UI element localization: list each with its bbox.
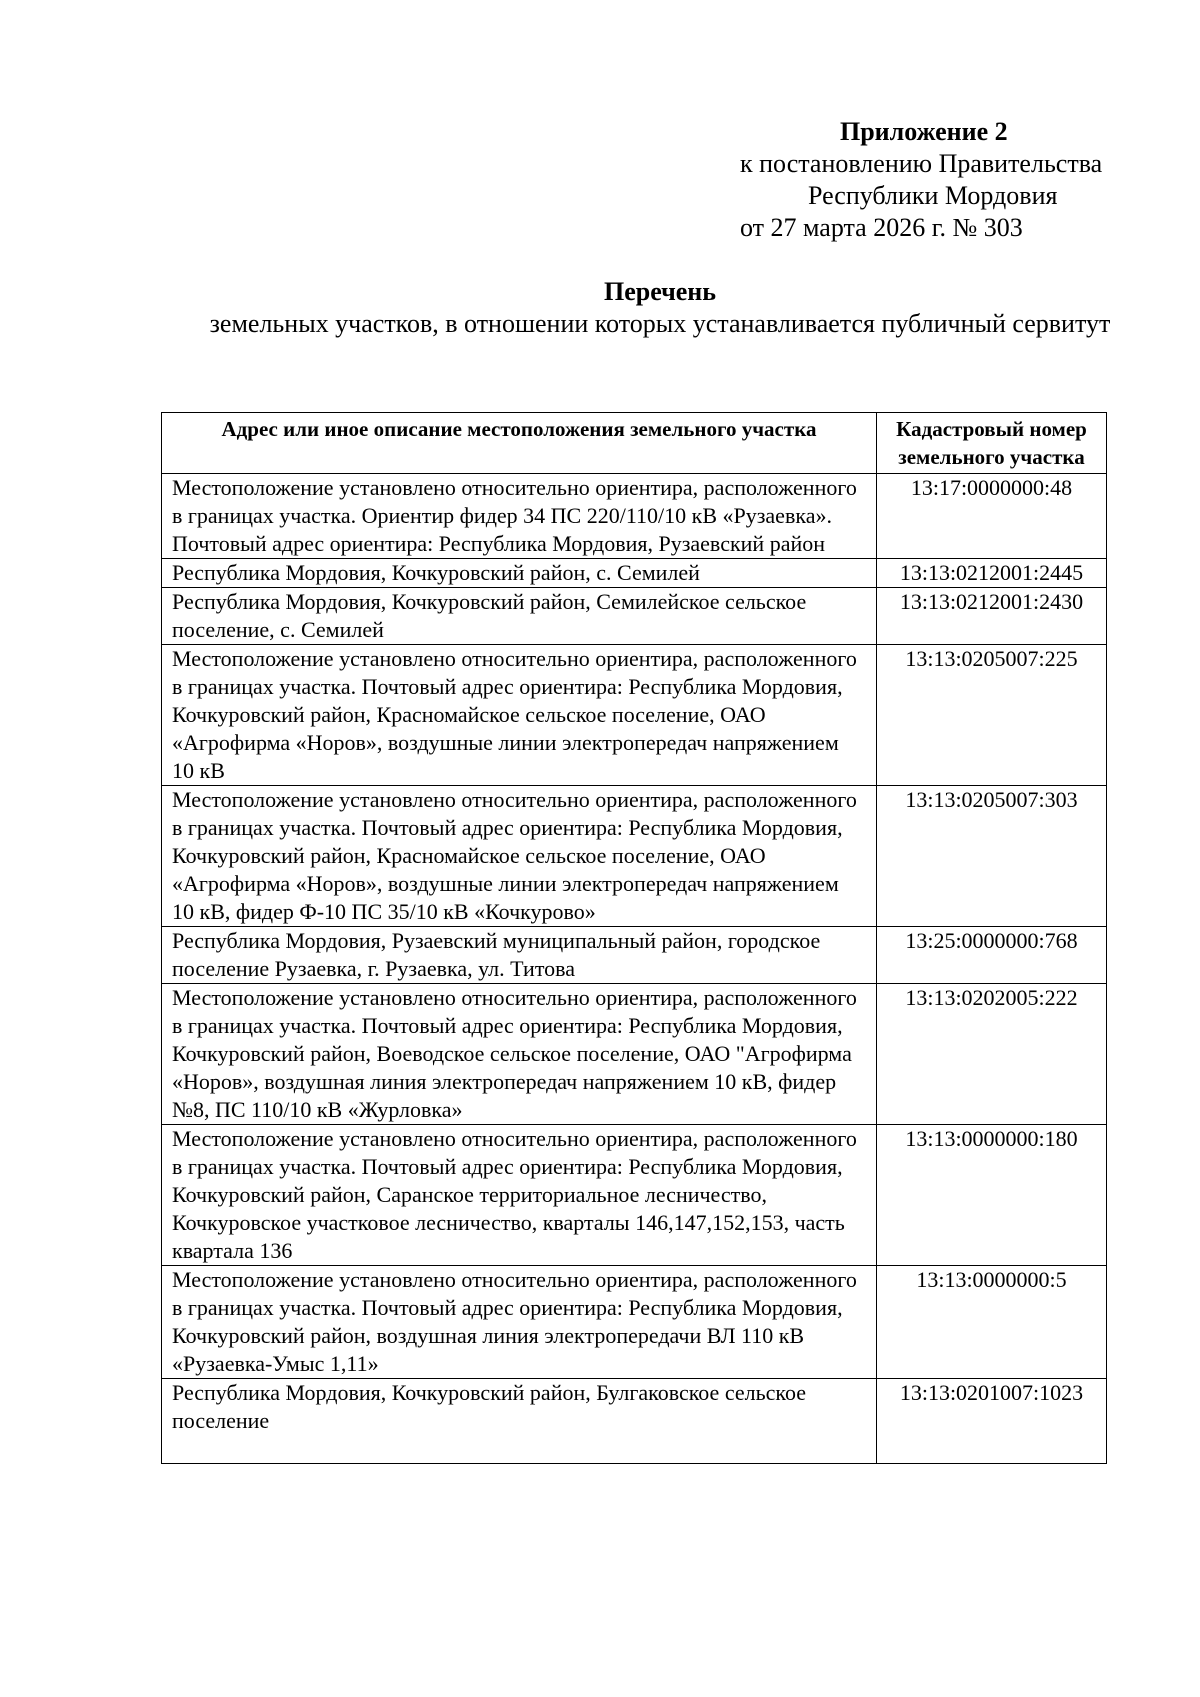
appendix-line-1: к постановлению Правительства bbox=[740, 149, 1103, 178]
table-row bbox=[162, 474, 1107, 559]
cell-address: Местоположение установлено относительно ориентира, расположенного в границах участка. Почтовый адрес ориентира: Республика Мордовия, Кочкуровский район, Воеводское сельское поселение, ОАО "Агрофирма «Норов», воздушная линия электропередач напряжением 10 кВ, фидер №8, ПС 110/10 кВ «Журловка» bbox=[162, 984, 877, 1125]
cell-address: Республика Мордовия, Кочкуровский район, с. Семилей bbox=[162, 559, 877, 588]
cell-cadastral: 13:13:0205007:225 bbox=[877, 645, 1107, 786]
appendix-title: Приложение 2 bbox=[840, 117, 1008, 146]
table-row bbox=[162, 927, 1107, 984]
cell-cadastral: 13:13:0212001:2430 bbox=[877, 588, 1107, 645]
cell-address: Республика Мордовия, Кочкуровский район, Булгаковское сельское поселение bbox=[162, 1379, 877, 1464]
table-row bbox=[162, 1125, 1107, 1266]
cell-address: Республика Мордовия, Кочкуровский район, Семилейское сельское поселение, с. Семилей bbox=[162, 588, 877, 645]
cell-address: Местоположение установлено относительно ориентира, расположенного в границах участка. Почтовый адрес ориентира: Республика Мордовия, Кочкуровский район, Саранское территориальное лесничество, Кочкуровское участковое лесничество, кварталы 146,147,152,153, часть квартала 136 bbox=[162, 1125, 877, 1266]
cell-address: Местоположение установлено относительно ориентира, расположенного в границах участка. Ориентир фидер 34 ПС 220/110/10 кВ «Рузаевка». Почтовый адрес ориентира: Республика Мордовия, Рузаевский район bbox=[162, 474, 877, 559]
cell-cadastral: 13:25:0000000:768 bbox=[877, 927, 1107, 984]
cell-address: Местоположение установлено относительно ориентира, расположенного в границах участка. Почтовый адрес ориентира: Республика Мордовия, Кочкуровский район, воздушная линия электропередачи ВЛ 110 кВ «Рузаевка-Умыс 1,11» bbox=[162, 1266, 877, 1379]
table-row bbox=[162, 786, 1107, 927]
appendix-line-3: от 27 марта 2026 г. № 303 bbox=[740, 213, 1023, 242]
cell-address: Местоположение установлено относительно ориентира, расположенного в границах участка. Почтовый адрес ориентира: Республика Мордовия, Кочкуровский район, Красномайское сельское поселение, ОАО «Агрофирма «Норов», воздушные линии электропередач напряжением 10 кВ bbox=[162, 645, 877, 786]
heading-subtitle: земельных участков, в отношении которых устанавливается публичный сервитут bbox=[209, 309, 1111, 338]
heading-title: Перечень bbox=[603, 277, 717, 306]
cell-address: Местоположение установлено относительно ориентира, расположенного в границах участка. Почтовый адрес ориентира: Республика Мордовия, Кочкуровский район, Красномайское сельское поселение, ОАО «Агрофирма «Норов», воздушные линии электропередач напряжением 10 кВ, фидер Ф-10 ПС 35/10 кВ «Кочкурово» bbox=[162, 786, 877, 927]
table-row bbox=[162, 645, 1107, 786]
header-cadastral: Кадастровый номер земельного участка bbox=[877, 413, 1107, 474]
header-address: Адрес или иное описание местоположения земельного участка bbox=[162, 413, 877, 474]
cell-cadastral: 13:13:0000000:180 bbox=[877, 1125, 1107, 1266]
document-heading bbox=[160, 276, 1160, 340]
cell-address: Республика Мордовия, Рузаевский муниципальный район, городское поселение Рузаевка, г. Рузаевка, ул. Титова bbox=[162, 927, 877, 984]
cell-cadastral: 13:13:0201007:1023 bbox=[877, 1379, 1107, 1464]
appendix-line-2: Республики Мордовия bbox=[808, 181, 1058, 210]
table-row bbox=[162, 1379, 1107, 1464]
cell-cadastral: 13:13:0202005:222 bbox=[877, 984, 1107, 1125]
cell-cadastral: 13:17:0000000:48 bbox=[877, 474, 1107, 559]
cell-cadastral: 13:13:0205007:303 bbox=[877, 786, 1107, 927]
table-row bbox=[162, 559, 1107, 588]
land-plots-table bbox=[161, 412, 1107, 1464]
table-row bbox=[162, 984, 1107, 1125]
cell-cadastral: 13:13:0212001:2445 bbox=[877, 559, 1107, 588]
table-header-row bbox=[162, 413, 1107, 474]
table-row bbox=[162, 1266, 1107, 1379]
table-row bbox=[162, 588, 1107, 645]
cell-cadastral: 13:13:0000000:5 bbox=[877, 1266, 1107, 1379]
